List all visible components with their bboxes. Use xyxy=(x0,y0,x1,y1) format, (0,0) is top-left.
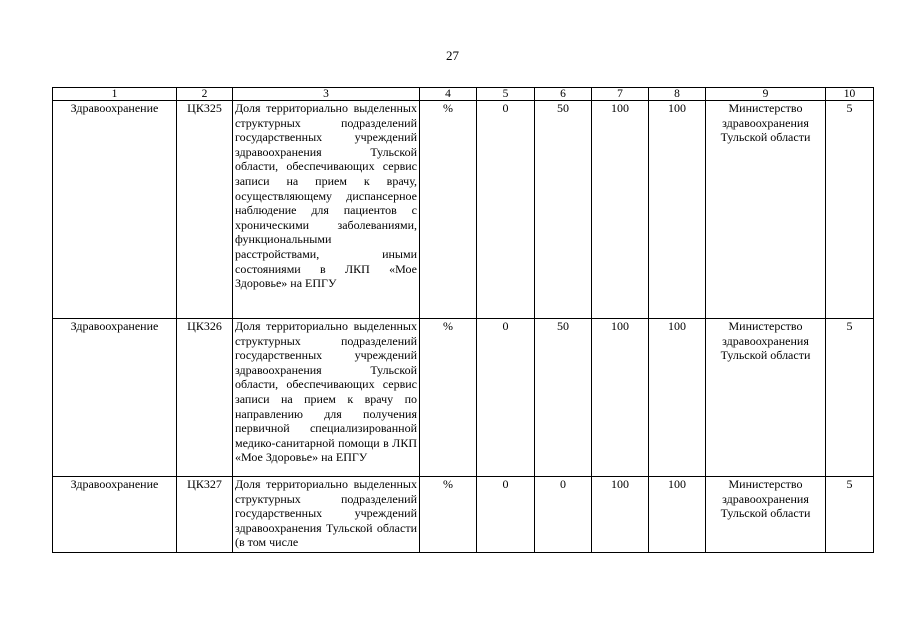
value-cell: 0 xyxy=(477,319,535,477)
code-cell: ЦК326 xyxy=(177,319,233,477)
unit-cell: % xyxy=(420,101,477,319)
area-cell: Здравоохранение xyxy=(53,101,177,319)
description-cell: Доля территориально выделенных структурных подразделений государственных учреждений здравоохранения Тульской области (в том числе xyxy=(233,477,420,553)
page-number: 27 xyxy=(446,48,459,63)
unit-cell: % xyxy=(420,319,477,477)
value-cell: 100 xyxy=(592,477,649,553)
table-row xyxy=(53,101,874,319)
column-header: 4 xyxy=(420,88,477,101)
value-cell: 0 xyxy=(477,101,535,319)
value-cell: 5 xyxy=(826,477,874,553)
column-header: 6 xyxy=(535,88,592,101)
value-cell: 5 xyxy=(826,101,874,319)
value-cell: 100 xyxy=(592,319,649,477)
indicators-table xyxy=(52,87,874,553)
column-header: 2 xyxy=(177,88,233,101)
column-header: 7 xyxy=(592,88,649,101)
value-cell: 100 xyxy=(649,477,706,553)
value-cell: 50 xyxy=(535,101,592,319)
code-cell: ЦК325 xyxy=(177,101,233,319)
table-row xyxy=(53,477,874,553)
column-header: 5 xyxy=(477,88,535,101)
unit-cell: % xyxy=(420,477,477,553)
column-header: 3 xyxy=(233,88,420,101)
responsible-cell: Министерство здравоохранения Тульской области xyxy=(706,477,826,553)
column-header: 9 xyxy=(706,88,826,101)
value-cell: 100 xyxy=(649,101,706,319)
table-row xyxy=(53,319,874,477)
value-cell: 0 xyxy=(477,477,535,553)
responsible-cell: Министерство здравоохранения Тульской области xyxy=(706,101,826,319)
column-header: 1 xyxy=(53,88,177,101)
column-header: 8 xyxy=(649,88,706,101)
header-row xyxy=(53,88,874,101)
description-cell: Доля территориально выделенных структурных подразделений государственных учреждений здравоохранения Тульской области, обеспечивающих сервис записи на прием к врачу, осуществляющему диспансерное наблюдение для пациентов с хроническими заболеваниями, функциональными расстройствами, иными состояниями в ЛКП «Мое Здоровье» на ЕПГУ xyxy=(233,101,420,319)
description-cell: Доля территориально выделенных структурных подразделений государственных учреждений здравоохранения Тульской области, обеспечивающих сервис записи на прием к врачу по направлению для получения первичной специализированной медико-санитарной помощи в ЛКП «Мое Здоровье» на ЕПГУ xyxy=(233,319,420,477)
column-header: 10 xyxy=(826,88,874,101)
code-cell: ЦК327 xyxy=(177,477,233,553)
area-cell: Здравоохранение xyxy=(53,477,177,553)
area-cell: Здравоохранение xyxy=(53,319,177,477)
value-cell: 0 xyxy=(535,477,592,553)
value-cell: 50 xyxy=(535,319,592,477)
value-cell: 100 xyxy=(649,319,706,477)
responsible-cell: Министерство здравоохранения Тульской области xyxy=(706,319,826,477)
value-cell: 100 xyxy=(592,101,649,319)
value-cell: 5 xyxy=(826,319,874,477)
